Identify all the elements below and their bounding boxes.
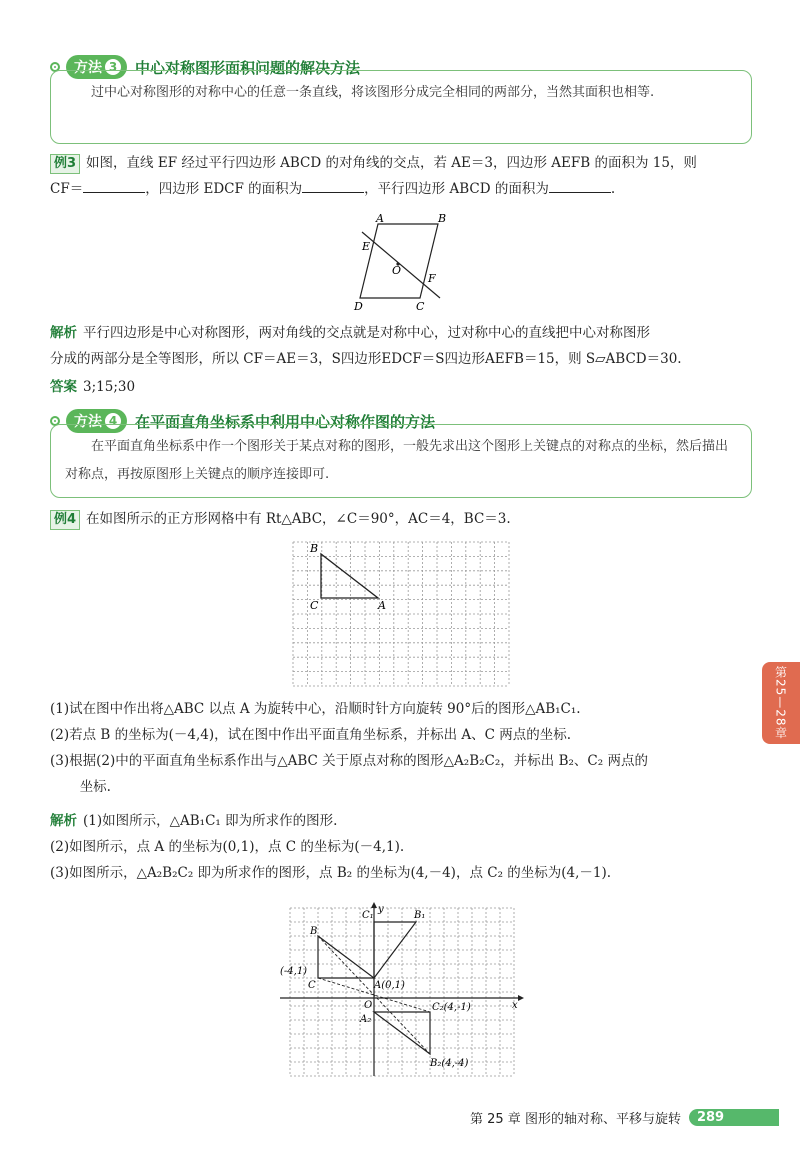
label-c: C: [308, 980, 316, 991]
label-b: B: [438, 212, 447, 225]
example4-question: 例4 在如图所示的正方形网格中有 Rt△ABC，∠C＝90°，AC＝4，BC＝3.: [50, 506, 760, 532]
question-3: (3)根据(2)中的平面直角坐标系作出与△ABC 关于原点对称的图形△A₂B₂C₂，并标出 B₂、C₂ 两点的: [50, 753, 648, 769]
label-x: x: [512, 1000, 518, 1011]
example4-subquestions: (1)试在图中作出将△ABC 以点 A 为旋转中心，沿顺时针方向旋转 90°后的图形△AB₁C₁. (2)若点 B 的坐标为(－4,4)，试在图中作出平面直角坐标系，并标出 A、C 两点的坐标. (3)根据(2)中的平面直角坐标系作出与△ABC 关于原点对称的图形△A₂B₂C₂，并标出 B₂、C₂ 两点的 坐标.: [50, 701, 648, 795]
blank-edcf: [302, 179, 364, 193]
label-c1: C₁: [362, 910, 374, 921]
question-2: (2)若点 B 的坐标为(－4,4)，试在图中作出平面直角坐标系，并标出 A、C 两点的坐标.: [50, 727, 572, 743]
answer3-label: 答案: [50, 379, 77, 395]
page-number: 289: [689, 1109, 779, 1126]
answer3: 答案 3;15;30: [50, 379, 136, 395]
label-o: O: [364, 1000, 373, 1011]
method3-number: 3: [105, 59, 121, 75]
footer-chapter: 第 25 章 图形的轴对称、平移与旋转: [470, 1112, 681, 1127]
method3-box: [50, 70, 752, 144]
label-o: O: [392, 264, 402, 277]
label-a2: A₂: [360, 1014, 372, 1025]
example4-tag: 例4: [50, 510, 80, 530]
label-coord-c: (-4,1): [280, 966, 308, 977]
method3-title: 中心对称图形面积问题的解决方法: [135, 58, 361, 77]
y-axis-arrow: [371, 902, 377, 908]
method4-number: 4: [105, 413, 121, 429]
blank-abcd: [549, 179, 611, 193]
label-c: C: [310, 599, 319, 612]
grid-figure-1: [288, 538, 514, 690]
page-footer: [470, 1108, 779, 1127]
method3-tag: 方法 3: [66, 55, 127, 79]
triangle-abc: [321, 554, 378, 598]
label-a01: A(0,1): [374, 980, 405, 991]
method4-title: 在平面直角坐标系中利用中心对称作图的方法: [135, 412, 436, 431]
label-d: D: [354, 300, 363, 312]
method3-body: 过中心对称图形的对称中心的任意一条直线，将该图形分成完全相同的两部分，当然其面积也相等.: [91, 85, 655, 100]
example3-tag: 例3: [50, 154, 80, 174]
label-e: E: [362, 240, 371, 253]
label-b2: B₂(4,-4): [430, 1058, 469, 1069]
solution4-label: 解析: [50, 813, 77, 829]
label-c: C: [416, 300, 425, 312]
method4-body: 在平面直角坐标系中作一个图形关于某点对称的图形，一般先求出这个图形上关键点的对称点的坐标，然后描出对称点，再按原图形上关键点的顺序连接即可.: [65, 439, 729, 482]
blank-cf: [83, 179, 145, 193]
question-1: (1)试在图中作出将△ABC 以点 A 为旋转中心，沿顺时针方向旋转 90°后的图形△AB₁C₁.: [50, 701, 581, 717]
chapter-side-tab[interactable]: 第25—28章: [762, 662, 800, 744]
triangle-abc: [318, 936, 374, 978]
label-y: y: [378, 904, 384, 915]
example3-question: 例3 如图，直线 EF 经过平行四边形 ABCD 的对角线的交点，若 AE＝3，四边形 AEFB 的面积为 15，则 CF＝ ，四边形 EDCF 的面积为 ，平行四边形 ABCD 的面积为 .: [50, 155, 697, 197]
label-a: A: [378, 599, 386, 612]
triangle-ab1c1: [374, 922, 416, 978]
label-c2: C₂(4,-1): [432, 1002, 471, 1013]
solution4: 解析 (1)如图所示，△AB₁C₁ 即为所求作的图形. (2)如图所示，点 A 的坐标为(0,1)，点 C 的坐标为(－4,1). (3)如图所示，△A₂B₂C₂ 即为所求作的图形，点 B₂ 的坐标为(4,－4)，点 C₂ 的坐标为(4,－1).: [50, 813, 612, 881]
method4-box: [50, 424, 752, 498]
label-b: B: [310, 542, 319, 555]
solution3: 解析 平行四边形是中心对称图形，两对角线的交点就是对称中心，过对称中心的直线把中心对称图形 分成的两部分是全等图形，所以 CF＝AE＝3，S四边形EDCF＝S四边形AEFB＝15，则 S▱ABCD＝30.: [50, 325, 682, 367]
label-b: B: [310, 926, 318, 937]
x-axis-arrow: [518, 995, 524, 1001]
solution3-label: 解析: [50, 325, 77, 341]
parallelogram-figure: [340, 212, 470, 312]
coordinate-figure: [270, 900, 530, 1084]
label-f: F: [428, 272, 436, 285]
label-a: A: [376, 212, 384, 225]
label-b1: B₁: [414, 910, 426, 921]
method4-tag: 方法 4: [66, 409, 127, 433]
